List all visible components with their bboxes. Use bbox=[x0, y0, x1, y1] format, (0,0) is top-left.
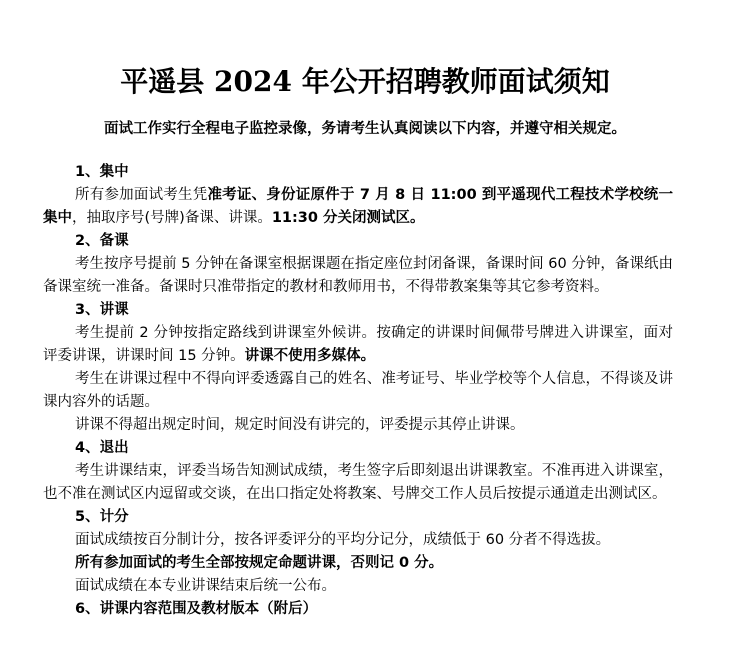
section-heading-scoring: 5、计分 bbox=[75, 509, 129, 525]
scoring-paragraph-1: 面试成绩按百分制计分，按各评委评分的平均分记分，成绩低于 60 分者不得选拔。 bbox=[75, 532, 611, 548]
section-heading-exit: 4、退出 bbox=[75, 440, 129, 456]
teaching-paragraph-2: 考生在讲课过程中不得向评委透露自己的姓名、准考证号、毕业学校等个人信息，不得谈及讲课内容外的话题。 bbox=[43, 371, 673, 410]
section-heading-lesson-prep: 2、备课 bbox=[75, 233, 129, 249]
section-heading-scope: 6、讲课内容范围及教材版本（附后） bbox=[75, 601, 318, 617]
scoring-paragraph-2: 所有参加面试的考生全部按规定命题讲课，否则记 0 分。 bbox=[75, 555, 444, 571]
notice-body bbox=[43, 161, 673, 621]
assembly-paragraph: 所有参加面试考生凭准考证、身份证原件于 7 月 8 日 11:00 到平遥现代工程技术学校统一集中，抽取序号(号牌)备课、讲课。11:30 分关闭测试区。 bbox=[43, 187, 673, 226]
teaching-paragraph-3: 讲课不得超出规定时间，规定时间没有讲完的，评委提示其停止讲课。 bbox=[75, 417, 525, 433]
page-title: 平遥县 2024 年公开招聘教师面试须知 bbox=[120, 65, 610, 98]
teaching-paragraph-1: 考生提前 2 分钟按指定路线到讲课室外候讲。按确定的讲课时间佩带号牌进入讲课室，面对评委讲课，讲课时间 15 分钟。讲课不使用多媒体。 bbox=[43, 325, 673, 364]
lesson-prep-paragraph: 考生按序号提前 5 分钟在备课室根据课题在指定座位封闭备课，备课时间 60 分钟，备课纸由备课室统一准备。备课时只准带指定的教材和教师用书，不得带教案集等其它参考资料。 bbox=[43, 256, 673, 295]
notice-intro: 面试工作实行全程电子监控录像，务请考生认真阅读以下内容，并遵守相关规定。 bbox=[104, 121, 626, 137]
section-heading-assembly: 1、集中 bbox=[75, 164, 129, 180]
scoring-paragraph-3: 面试成绩在本专业讲课结束后统一公布。 bbox=[75, 578, 336, 594]
section-heading-teaching: 3、讲课 bbox=[75, 302, 129, 318]
exit-paragraph: 考生讲课结束，评委当场告知测试成绩，考生签字后即刻退出讲课教室。不准再进入讲课室，也不准在测试区内逗留或交谈，在出口指定处将教案、号牌交工作人员后按提示通道走出测试区。 bbox=[43, 463, 673, 502]
